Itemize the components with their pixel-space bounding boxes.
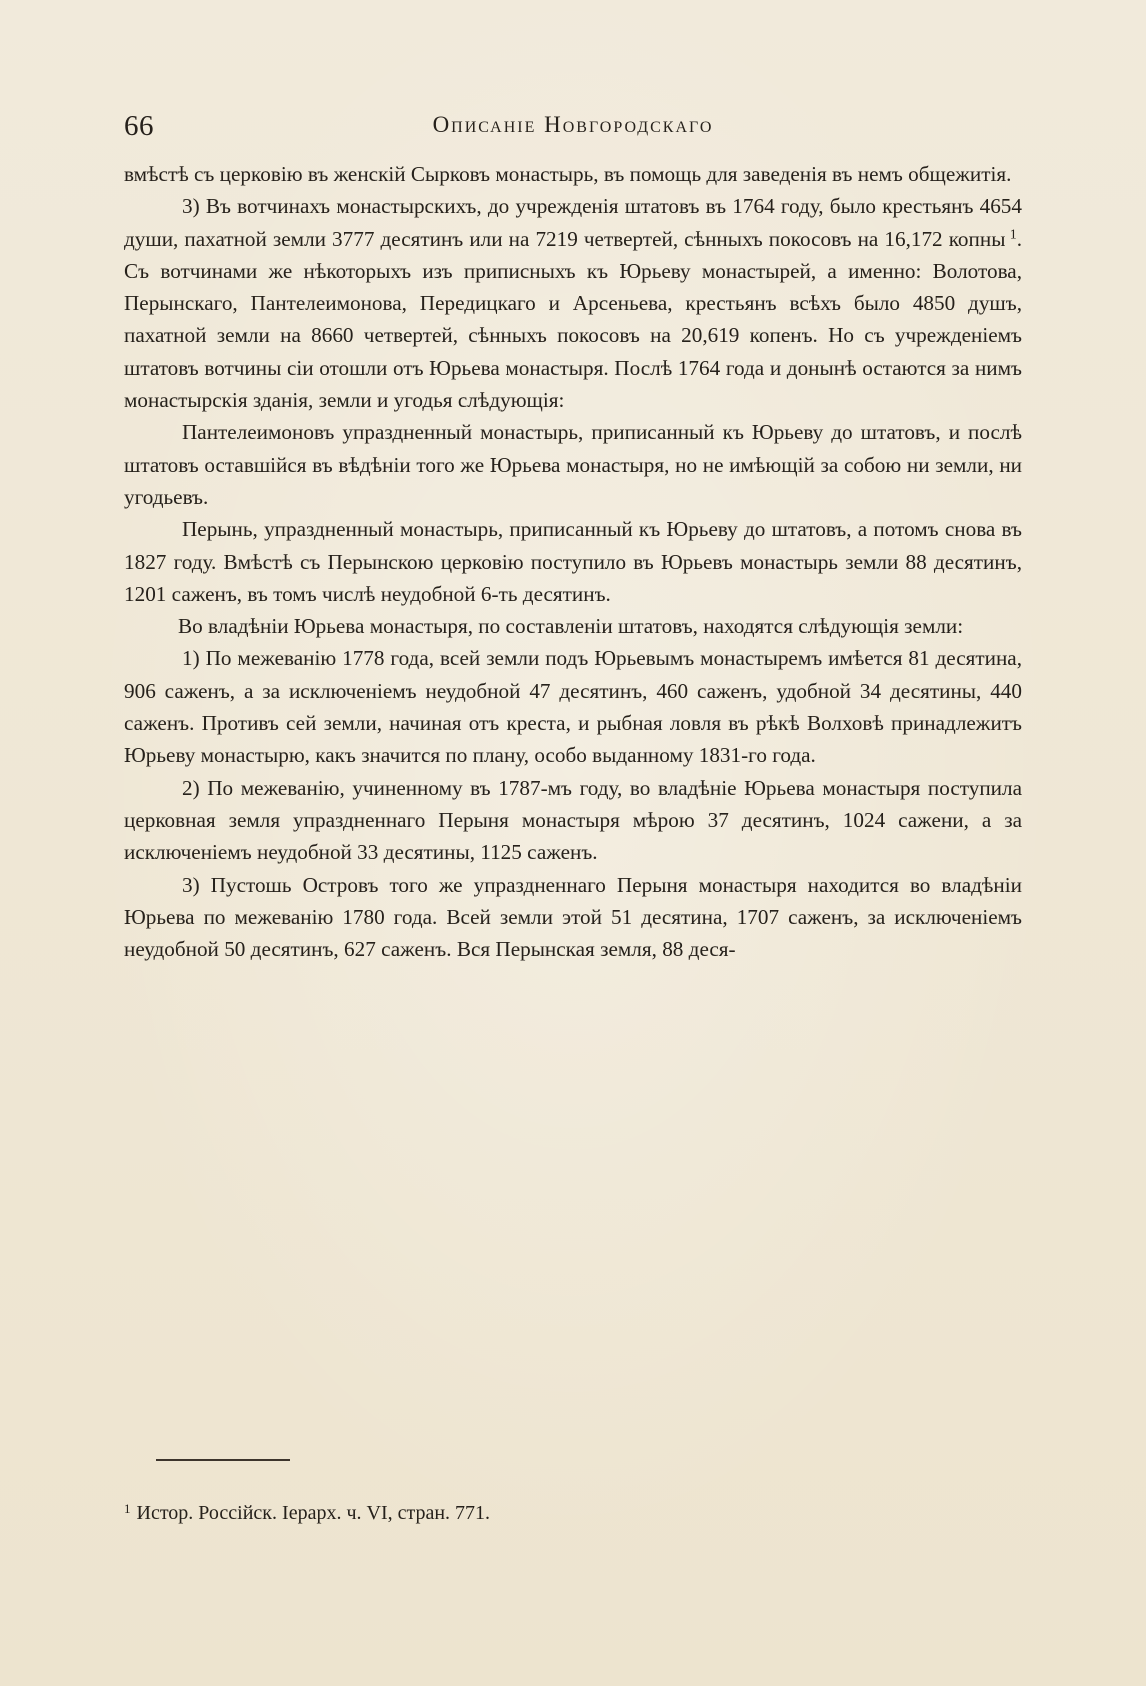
paragraph-land-2: 2) По межеванію, учиненному въ 1787-мъ году, во владѣніе Юрьева монастыря поступила церковная земля упраздненнаго Перыня монастыря мѣрою 37 десятинъ, 1024 сажени, а за исключеніемъ неудобной 33 десятины, 1125 саженъ. [124,775,1022,865]
paragraph-panteleimonov: Пантелеимоновъ упраздненный монастырь, приписанный къ Юрьеву до штатовъ, и послѣ штатовъ оставшійся въ вѣдѣніи того же Юрьева монастыря, но не имѣющій за собою ни земли, ни угодьевъ. [124,420,1022,509]
footnote-reference[interactable]: 1 [1009,226,1017,242]
footnote [124,1500,1022,1526]
paragraph-peryn: Перынь, упраздненный монастырь, приписанный къ Юрьеву до штатовъ, а потомъ снова въ 1827 году. Вмѣстѣ съ Перынскою церковію поступило въ Юрьевъ монастырь земли 88 десятинъ, 1201 саженъ, въ томъ числѣ неудобной 6-ть десятинъ. [124,517,1022,606]
footnote-mark: 1 [124,1501,131,1517]
paragraph-votchiny-text-before: 3) Въ вотчинахъ монастырскихъ, до учрежденія штатовъ въ 1764 году, было крестьянъ 4654 души, пахатной земли 3777 десятинъ или на 7219 четвертей, сѣнныхъ покосовъ на 16,172 копны [124,194,1022,251]
paragraph-land-1: 1) По межеванію 1778 года, всей земли подъ Юрьевымъ монастыремъ имѣется 81 десятина, 906 саженъ, а за исключеніемъ неудобной 47 десятинъ, 460 саженъ, удобной 34 десятины, 440 саженъ. Противъ сей земли, начиная отъ креста, и рыбная ловля въ рѣкѣ Волховѣ принадлежитъ Юрьеву монастырю, какъ значится по плану, особо выданному 1831-го года. [124,646,1022,768]
paragraph-continuation: вмѣстѣ съ церковію въ женскій Сырковъ монастырь, въ помощь для заведенія въ немъ общежитія. [124,162,1012,186]
running-head: Описаніе Новгородскаго [432,112,714,137]
paragraph-land-3: 3) Пустошь Островъ того же упраздненнаго Перыня монастыря находится во владѣніи Юрьева по межеванію 1780 года. Всей земли этой 51 десятина, 1707 саженъ, за исключеніемъ неудобной 50 десятинъ, 627 саженъ. Вся Перынская земля, 88 деся- [124,872,1022,962]
footnote-text: Истор. Россійск. Іерарх. ч. VI, стран. 771. [136,1502,491,1524]
body-text [124,158,1022,965]
paragraph-lands-intro: Во владѣніи Юрьева монастыря, по составленіи штатовъ, находятся слѣдующія земли: [178,614,964,639]
page-header [124,110,1022,146]
footnote-divider [156,1459,290,1461]
paragraph-votchiny-text-after: . Съ вотчинами же нѣкоторыхъ изъ приписныхъ къ Юрьеву монастырей, а именно: Волотова, Перынскаго, Пантелеимонова, Передицкаго и Арсеньева, крестьянъ всѣхъ было 4850 душъ, пахатной земли на 8660 четвертей, сѣнныхъ покосовъ на 20,619 копенъ. Но съ учрежденіемъ штатовъ вотчины сіи отошли отъ Юрьева монастыря. Послѣ 1764 года и донынѣ остаются за нимъ монастырскія зданія, земли и угодья слѣдующія: [124,226,1022,413]
page-number: 66 [124,110,154,142]
paragraph-votchiny [124,190,1022,416]
